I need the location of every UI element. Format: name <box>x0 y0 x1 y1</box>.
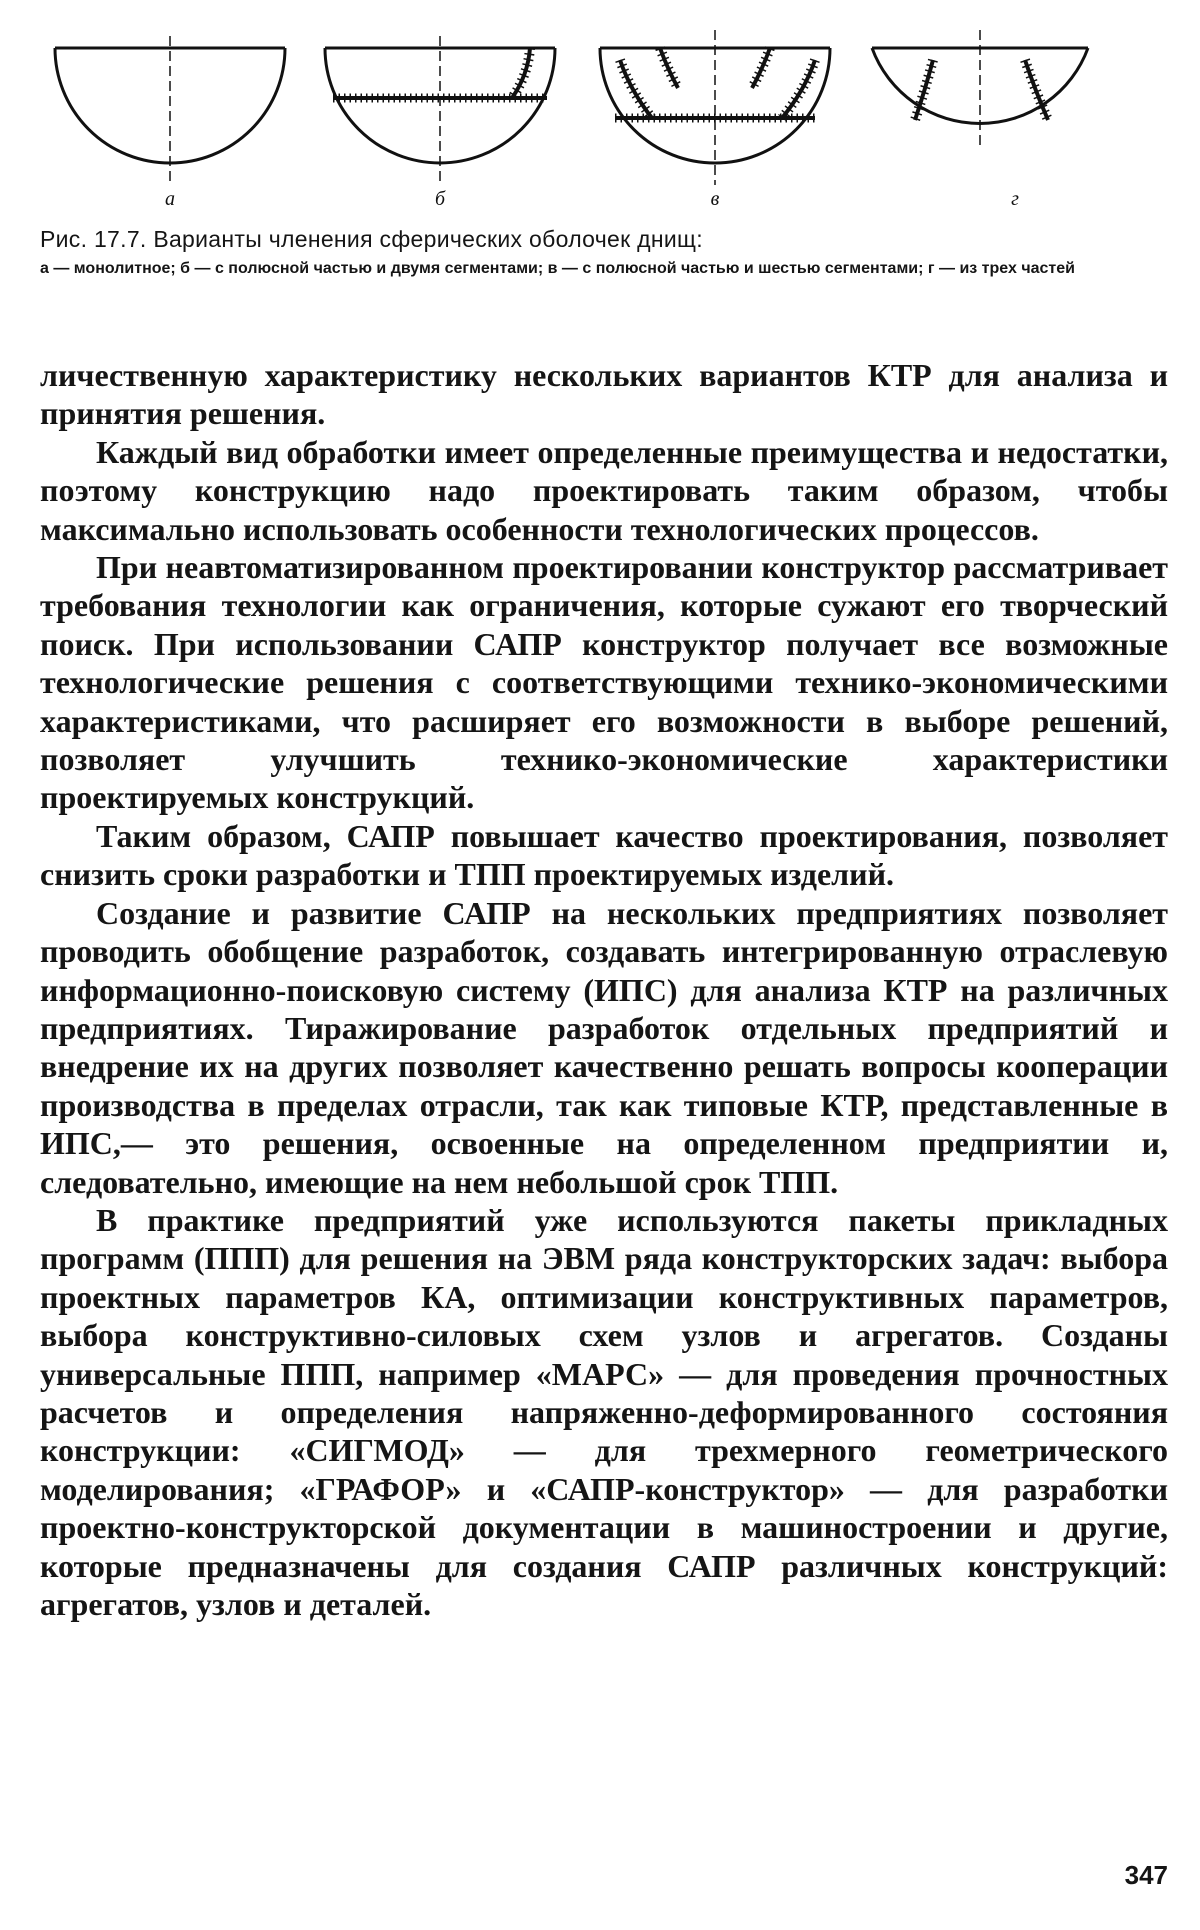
shell-a <box>55 36 285 185</box>
panel-label-a: а <box>165 188 175 210</box>
shell-c <box>600 30 830 185</box>
shell-diagrams <box>40 20 1170 220</box>
paragraph: Каждый вид обработки имеет определенные преимущества и недостатки, поэтому конструкцию надо проектировать таким образом, чтобы максимально использовать особенности технологических процессов. <box>40 433 1168 547</box>
shell-b <box>325 36 555 185</box>
caption-title: Рис. 17.7. Варианты членения сферических оболочек днищ: <box>40 226 703 252</box>
paragraph: Таким образом, САПР повышает качество проектирования, позволяет снизить сроки разработки и ТПП проектируемых изделий. <box>40 817 1168 893</box>
body-text <box>40 356 1168 1623</box>
paragraph: Создание и развитие САПР на нескольких предприятиях позволяет проводить обобщение разработок, создавать интегрированную отраслевую информационно-поисковую систему (ИПС) для анализа КТР на различных предприятиях. Тиражирование разработок отдельных предприятий и внедрение их на других позволяет качественно решать вопросы кооперации производства в пределах отрасли, так как типовые КТР, представленные в ИПС,— это решения, освоенные на определенном предприятии и, следовательно, имеющие на нем небольшой срок ТПП. <box>40 894 1168 1200</box>
page-number: 347 <box>1124 1860 1168 1890</box>
figure-spherical-shells <box>40 20 1170 220</box>
panel-label-c: в <box>710 188 720 210</box>
shell-d <box>872 30 1088 145</box>
panel-label-b: б <box>434 188 446 210</box>
panel-label-d: г <box>1011 188 1019 210</box>
paragraph: В практике предприятий уже используются пакеты прикладных программ (ППП) для решения на ЭВМ ряда конструкторских задач: выбора проектных параметров КА, оптимизации конструктивных параметров, выбора конструктивно-силовых схем узлов и агрегатов. Созданы универсальные ППП, например «МАРС» — для проведения прочностных расчетов и определения напряженно-деформированного состояния конструкции: «СИГМОД» — для трехмерного геометрического моделирования; «ГРАФОР» и «САПР-конструктор» — для разработки проектно-конструкторской документации в машиностроении и другие, которые предназначены для создания САПР различных конструкций: агрегатов, узлов и деталей. <box>40 1201 1168 1622</box>
paragraph: При неавтоматизированном проектировании конструктор рассматривает требования технологии как ограничения, которые сужают его творческий поиск. При использовании САПР конструктор получает все возможные технологические решения с соответствующими технико-экономическими характеристиками, что расширяет его возможности в выборе решений, позволяет улучшить технико-экономические характеристики проектируемых конструкций. <box>40 549 1168 816</box>
caption-legend: а — монолитное; б — с полюсной частью и двумя сегментами; в — с полюсной частью и шестью сегментами; г — из трех частей <box>40 260 1075 277</box>
paragraph: личественную характеристику нескольких вариантов КТР для анализа и принятия решения. <box>40 357 1168 432</box>
figure-caption <box>40 225 1168 278</box>
